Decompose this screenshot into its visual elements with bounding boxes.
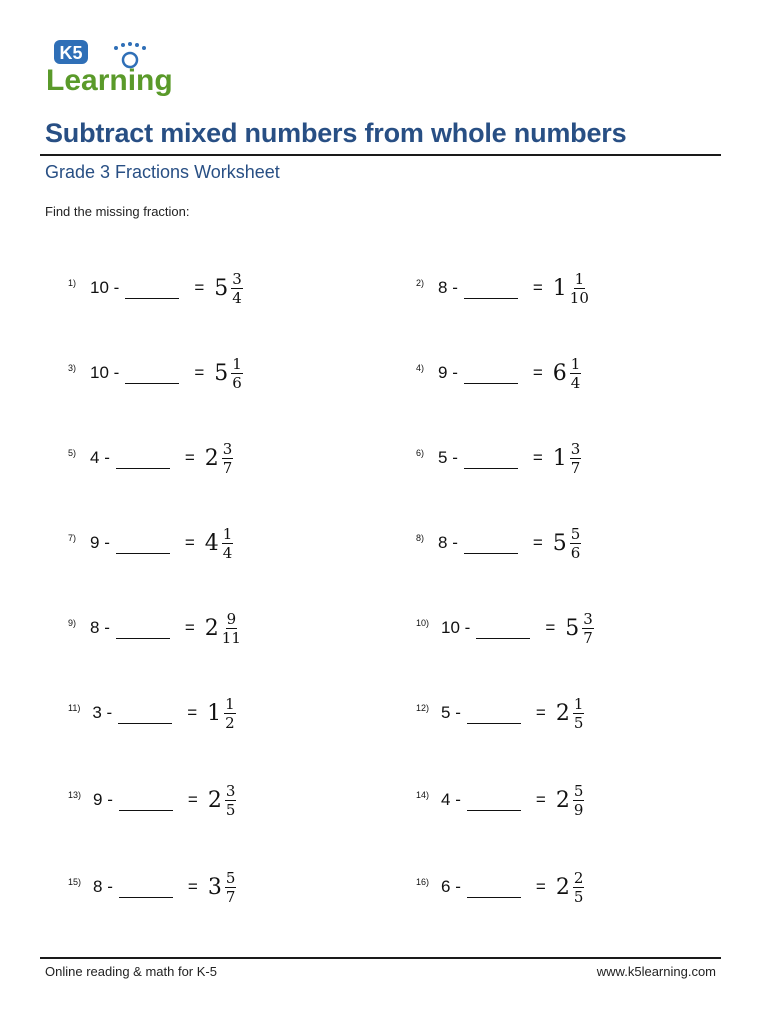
fraction xyxy=(573,695,585,732)
whole-number: 8 xyxy=(90,618,100,637)
answer-blank[interactable] xyxy=(467,796,521,811)
problem-number: 11) xyxy=(68,703,81,713)
whole-number: 8 xyxy=(438,533,448,552)
footer-tagline: Online reading & math for K-5 xyxy=(45,964,217,979)
numerator: 5 xyxy=(570,524,581,543)
problem-item xyxy=(416,598,594,658)
equals-sign: = xyxy=(184,533,195,552)
minus-sign: - xyxy=(99,533,110,552)
k5-learning-logo xyxy=(44,38,184,100)
mixed-whole: 1 xyxy=(207,700,222,726)
whole-number: 10 xyxy=(441,618,460,637)
minus-sign: - xyxy=(108,278,120,297)
mixed-number xyxy=(553,525,582,562)
problem-item xyxy=(416,770,584,830)
minus-sign: - xyxy=(99,618,110,637)
equals-sign: = xyxy=(532,363,543,382)
minus-sign: - xyxy=(447,278,458,297)
whole-number: 4 xyxy=(441,790,451,809)
answer-blank[interactable] xyxy=(467,883,521,898)
denominator: 4 xyxy=(232,288,242,307)
problem-number: 2) xyxy=(416,278,425,288)
equals-sign: = xyxy=(187,790,198,809)
page-title: Subtract mixed numbers from whole numbers xyxy=(45,118,627,148)
mixed-number xyxy=(553,355,582,392)
numerator: 1 xyxy=(225,694,235,713)
answer-blank[interactable] xyxy=(467,709,521,724)
numerator: 1 xyxy=(570,354,581,373)
equals-sign: = xyxy=(535,877,546,896)
mixed-whole: 6 xyxy=(552,360,567,386)
mixed-number xyxy=(553,270,589,307)
answer-blank[interactable] xyxy=(118,709,172,724)
fraction xyxy=(582,610,594,647)
mixed-whole: 2 xyxy=(555,874,570,900)
mixed-number xyxy=(556,695,585,732)
denominator: 6 xyxy=(232,373,242,392)
problem-item xyxy=(68,343,243,403)
problem-item xyxy=(416,343,581,403)
mixed-whole: 2 xyxy=(204,445,219,471)
fraction xyxy=(573,782,585,819)
logo-word-text: Learning xyxy=(46,64,173,97)
mixed-whole: 5 xyxy=(214,275,229,301)
whole-number: 8 xyxy=(438,278,448,297)
problem-item xyxy=(68,683,236,743)
mixed-number xyxy=(205,610,241,647)
answer-blank[interactable] xyxy=(125,284,179,299)
mixed-whole: 1 xyxy=(552,275,567,301)
mixed-number xyxy=(205,440,234,477)
problem-item xyxy=(68,598,241,658)
equals-sign: = xyxy=(532,533,543,552)
problem-item xyxy=(68,258,243,318)
mixed-whole: 2 xyxy=(207,787,222,813)
minus-sign: - xyxy=(108,363,120,382)
minus-sign: - xyxy=(450,703,461,722)
problem-number: 13) xyxy=(68,790,82,800)
problem-number: 5) xyxy=(68,448,77,458)
denominator: 7 xyxy=(222,458,233,477)
minus-sign: - xyxy=(102,877,113,896)
numerator: 3 xyxy=(232,269,242,288)
whole-number: 9 xyxy=(90,533,100,552)
answer-blank[interactable] xyxy=(119,796,173,811)
minus-sign: - xyxy=(447,533,458,552)
mixed-number xyxy=(214,355,243,392)
fraction xyxy=(573,869,585,906)
whole-number: 10 xyxy=(90,363,109,382)
problem-number: 14) xyxy=(416,790,430,800)
fraction xyxy=(570,440,582,477)
logo-badge-text: K5 xyxy=(59,43,83,63)
mixed-whole: 2 xyxy=(204,615,219,641)
mixed-number xyxy=(208,782,237,819)
answer-blank[interactable] xyxy=(464,539,518,554)
fraction xyxy=(570,270,589,307)
whole-number: 10 xyxy=(90,278,109,297)
problem-item xyxy=(416,857,584,917)
answer-blank[interactable] xyxy=(464,454,518,469)
numerator: 5 xyxy=(225,868,236,887)
whole-number: 6 xyxy=(441,877,451,896)
numerator: 1 xyxy=(232,354,242,373)
whole-number: 5 xyxy=(441,703,451,722)
equals-sign: = xyxy=(532,448,543,467)
mixed-number xyxy=(214,270,243,307)
numerator: 9 xyxy=(226,609,237,628)
title-divider xyxy=(40,154,721,156)
problem-number: 10) xyxy=(416,618,430,628)
whole-number: 4 xyxy=(90,448,100,467)
worksheet-subtitle: Grade 3 Fractions Worksheet xyxy=(45,162,280,182)
problem-item xyxy=(416,428,581,488)
denominator: 9 xyxy=(573,800,584,819)
denominator: 7 xyxy=(570,458,581,477)
numerator: 3 xyxy=(222,439,233,458)
mixed-whole: 3 xyxy=(207,874,222,900)
equals-sign: = xyxy=(187,703,198,722)
equals-sign: = xyxy=(545,618,556,637)
minus-sign: - xyxy=(102,790,113,809)
problem-item xyxy=(416,258,589,318)
problem-item xyxy=(68,857,236,917)
problem-number: 6) xyxy=(416,448,425,458)
problem-number: 4) xyxy=(416,363,425,373)
numerator: 1 xyxy=(574,269,585,288)
denominator: 6 xyxy=(570,543,581,562)
denominator: 5 xyxy=(225,800,236,819)
fraction xyxy=(222,610,241,647)
fraction xyxy=(225,869,237,906)
numerator: 3 xyxy=(570,439,581,458)
problem-item xyxy=(68,513,233,573)
instructions: Find the missing fraction: xyxy=(45,204,190,219)
whole-number: 5 xyxy=(438,448,448,467)
whole-number: 9 xyxy=(438,363,448,382)
mixed-number xyxy=(565,610,594,647)
minus-sign: - xyxy=(450,790,461,809)
mixed-number xyxy=(208,869,237,906)
mixed-whole: 4 xyxy=(204,530,219,556)
whole-number: 8 xyxy=(93,877,103,896)
fraction xyxy=(225,782,237,819)
minus-sign: - xyxy=(450,877,461,896)
equals-sign: = xyxy=(194,363,205,382)
equals-sign: = xyxy=(532,278,543,297)
fraction xyxy=(570,525,582,562)
mixed-whole: 5 xyxy=(565,615,580,641)
equals-sign: = xyxy=(184,618,195,637)
problem-item xyxy=(416,683,584,743)
numerator: 3 xyxy=(225,781,236,800)
answer-blank[interactable] xyxy=(464,284,518,299)
fraction xyxy=(222,525,234,562)
problem-number: 7) xyxy=(68,533,77,543)
mixed-whole: 1 xyxy=(552,445,567,471)
denominator: 10 xyxy=(569,288,589,307)
mixed-number xyxy=(205,525,234,562)
denominator: 7 xyxy=(225,887,236,906)
fraction xyxy=(231,270,243,307)
mixed-number xyxy=(553,440,582,477)
numerator: 3 xyxy=(583,609,593,628)
equals-sign: = xyxy=(184,448,195,467)
denominator: 5 xyxy=(573,887,584,906)
whole-number: 9 xyxy=(93,790,103,809)
denominator: 4 xyxy=(570,373,581,392)
problem-item xyxy=(68,428,233,488)
mixed-whole: 2 xyxy=(555,787,570,813)
equals-sign: = xyxy=(187,877,198,896)
whole-number: 3 xyxy=(92,703,102,722)
mixed-whole: 2 xyxy=(555,700,570,726)
fraction xyxy=(231,355,243,392)
denominator: 7 xyxy=(583,628,593,647)
problem-number: 1) xyxy=(68,278,77,288)
equals-sign: = xyxy=(535,790,546,809)
numerator: 1 xyxy=(573,694,584,713)
denominator: 11 xyxy=(221,628,241,647)
minus-sign: - xyxy=(101,703,113,722)
problem-number: 16) xyxy=(416,877,430,887)
answer-blank[interactable] xyxy=(476,624,530,639)
problem-item xyxy=(68,770,236,830)
answer-blank[interactable] xyxy=(125,369,179,384)
denominator: 2 xyxy=(225,713,235,732)
mixed-whole: 5 xyxy=(552,530,567,556)
mixed-whole: 5 xyxy=(214,360,229,386)
mixed-number xyxy=(556,782,585,819)
minus-sign: - xyxy=(447,448,458,467)
answer-blank[interactable] xyxy=(464,369,518,384)
problem-number: 15) xyxy=(68,877,82,887)
problem-number: 3) xyxy=(68,363,77,373)
equals-sign: = xyxy=(535,703,546,722)
fraction xyxy=(224,695,236,732)
minus-sign: - xyxy=(447,363,458,382)
answer-blank[interactable] xyxy=(116,539,170,554)
problem-number: 8) xyxy=(416,533,425,543)
answer-blank[interactable] xyxy=(116,454,170,469)
numerator: 2 xyxy=(573,868,584,887)
minus-sign: - xyxy=(459,618,471,637)
footer-website: www.k5learning.com xyxy=(596,964,716,979)
denominator: 5 xyxy=(573,713,584,732)
mixed-number xyxy=(207,695,236,732)
denominator: 4 xyxy=(222,543,233,562)
answer-blank[interactable] xyxy=(119,883,173,898)
footer-divider xyxy=(40,957,721,959)
numerator: 1 xyxy=(222,524,233,543)
mixed-number xyxy=(556,869,585,906)
numerator: 5 xyxy=(573,781,584,800)
problem-number: 12) xyxy=(416,703,430,713)
problem-item xyxy=(416,513,581,573)
answer-blank[interactable] xyxy=(116,624,170,639)
fraction xyxy=(570,355,582,392)
fraction xyxy=(222,440,234,477)
equals-sign: = xyxy=(194,278,205,297)
minus-sign: - xyxy=(99,448,110,467)
problem-number: 9) xyxy=(68,618,77,628)
